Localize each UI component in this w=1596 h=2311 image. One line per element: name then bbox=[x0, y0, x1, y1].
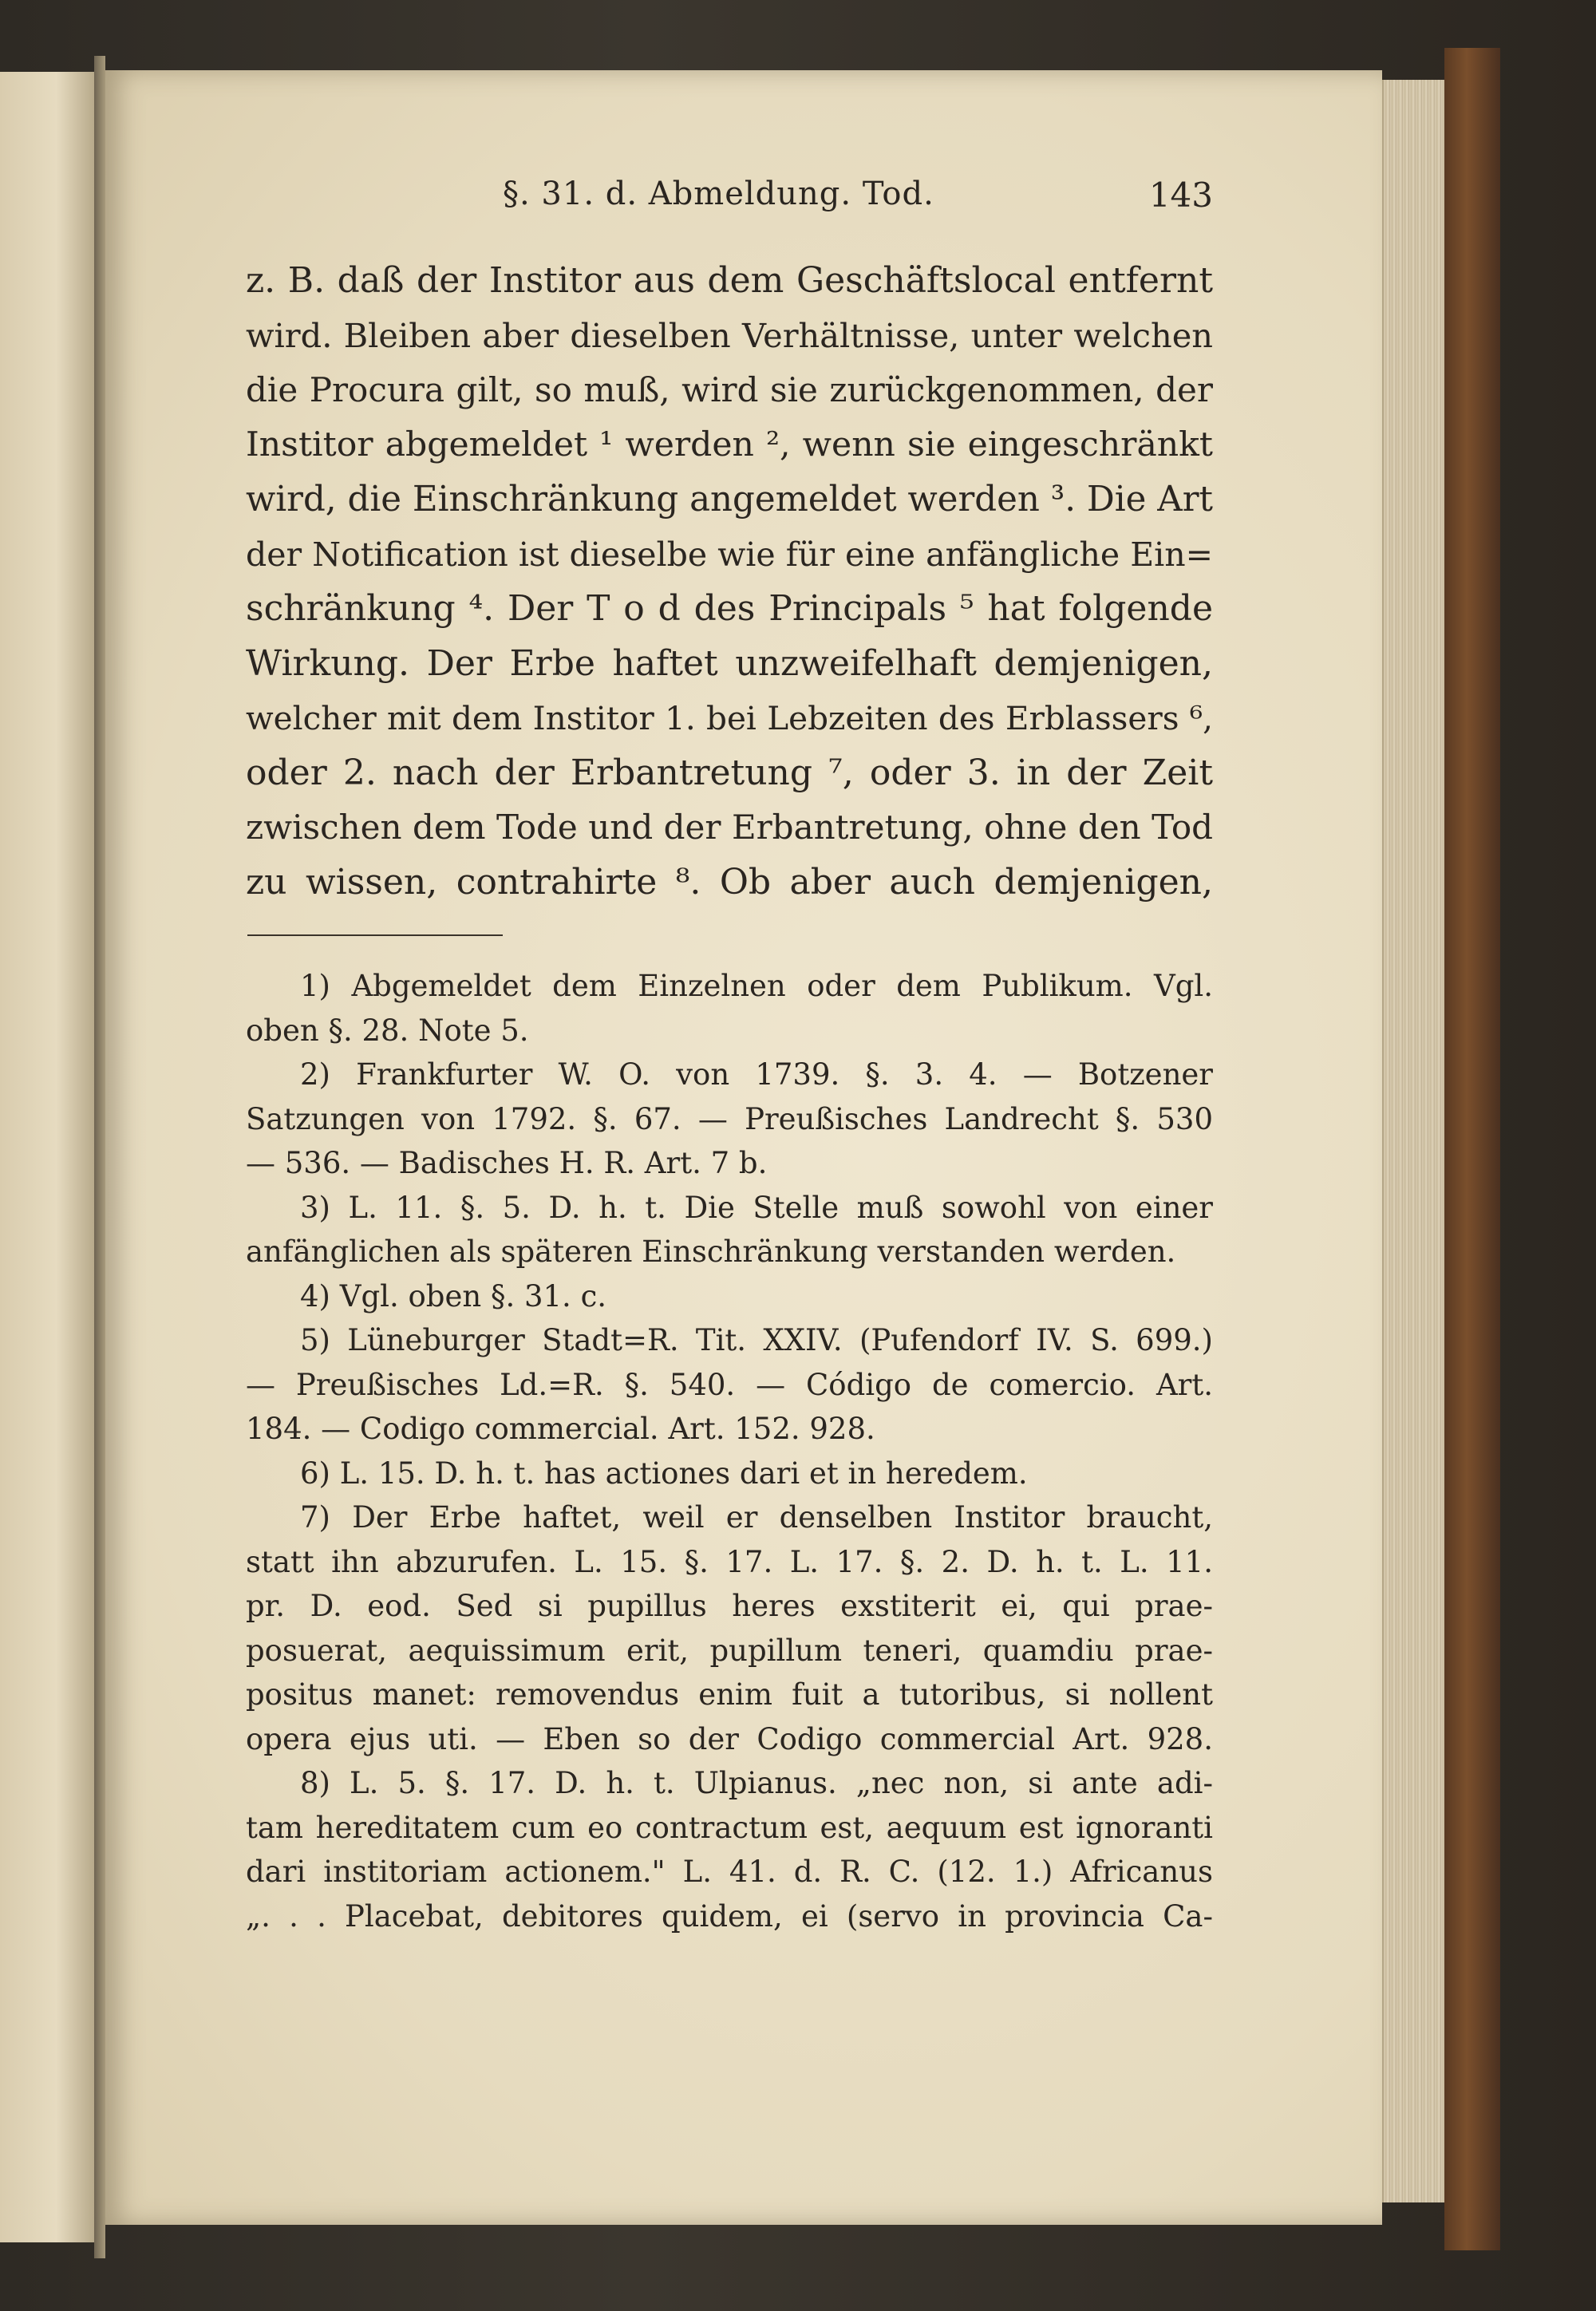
footnote-line: dari institoriam actionem." L. 41. d. R. C. (12. 1.) Africanus bbox=[246, 1855, 1213, 1889]
footnote-line: 6) L. 15. D. h. t. has actiones dari et in heredem. bbox=[300, 1456, 1028, 1491]
footnote-line: opera ejus uti. — Eben so der Codigo commercial Art. 928. bbox=[246, 1721, 1213, 1756]
text-line: der Notification ist dieselbe wie für eine anfängliche Ein= bbox=[246, 535, 1213, 574]
text-line: zu wissen, contrahirte ⁸. Ob aber auch demjenigen, bbox=[246, 861, 1213, 903]
running-title: §. 31. d. Abmeldung. Tod. bbox=[503, 176, 934, 212]
footnote-line: tam hereditatem cum eo contractum est, aequum est ignoranti bbox=[246, 1810, 1213, 1845]
footnotes bbox=[246, 964, 1213, 1938]
footnote-line: anfänglichen als späteren Einschränkung verstanden werden. bbox=[246, 1235, 1176, 1269]
text-line: welcher mit dem Institor 1. bei Lebzeiten des Erblassers ⁶, bbox=[246, 699, 1213, 737]
page-fore-edge bbox=[1382, 80, 1446, 2202]
footnote-line: oben §. 28. Note 5. bbox=[246, 1013, 529, 1048]
text-line: die Procura gilt, so muß, wird sie zurückgenommen, der bbox=[246, 370, 1213, 409]
footnote-line: — Preußisches Ld.=R. §. 540. — Código de comercio. Art. bbox=[246, 1367, 1213, 1402]
text-line: oder 2. nach der Erbantretung ⁷, oder 3. in der Zeit bbox=[246, 752, 1213, 793]
text-line: zwischen dem Tode und der Erbantretung, ohne den Tod bbox=[246, 808, 1213, 847]
book-cover-edge bbox=[1444, 48, 1500, 2250]
main-text bbox=[246, 254, 1213, 910]
footnote-line: 7) Der Erbe haftet, weil er denselben Institor braucht, bbox=[300, 1500, 1213, 1535]
text-line: schränkung ⁴. Der T o d des Principals ⁵ hat folgende bbox=[246, 588, 1213, 629]
footnote-line: „. . . Placebat, debitores quidem, ei (servo in provincia Ca- bbox=[246, 1898, 1213, 1934]
book-gutter bbox=[94, 56, 105, 2258]
footnote-line: 184. — Codigo commercial. Art. 152. 928. bbox=[246, 1412, 875, 1446]
footnote-line: 8) L. 5. §. 17. D. h. t. Ulpianus. „nec non, si ante adi- bbox=[300, 1766, 1213, 1800]
footnote-line: 5) Lüneburger Stadt=R. Tit. XXIV. (Pufendorf IV. S. 699.) bbox=[300, 1323, 1213, 1357]
footnote-line: 1) Abgemeldet dem Einzelnen oder dem Publikum. Vgl. bbox=[300, 969, 1213, 1003]
text-line: z. B. daß der Institor aus dem Geschäftslocal entfernt bbox=[246, 260, 1213, 301]
footnote-line: pr. D. eod. Sed si pupillus heres exstiterit ei, qui prae- bbox=[246, 1589, 1213, 1623]
text-line: Institor abgemeldet ¹ werden ², wenn sie eingeschränkt bbox=[246, 425, 1213, 464]
footnote-separator bbox=[247, 934, 503, 936]
footnote-line: — 536. — Badisches H. R. Art. 7 b. bbox=[246, 1146, 768, 1180]
footnote-line: posuerat, aequissimum erit, pupillum teneri, quamdiu prae- bbox=[246, 1633, 1213, 1668]
footnote-line: positus manet: removendus enim fuit a tutoribus, si nollent bbox=[246, 1677, 1213, 1712]
page-number: 143 bbox=[1148, 176, 1213, 215]
text-line: wird, die Einschränkung angemeldet werden ³. Die Art bbox=[246, 480, 1213, 519]
text-line: wird. Bleiben aber dieselben Verhältnisse, unter welchen bbox=[246, 315, 1213, 355]
footnote-line: 4) Vgl. oben §. 31. c. bbox=[300, 1278, 607, 1314]
footnote-line: 2) Frankfurter W. O. von 1739. §. 3. 4. — Botzener bbox=[300, 1057, 1213, 1092]
footnote-line: 3) L. 11. §. 5. D. h. t. Die Stelle muß sowohl von einer bbox=[300, 1190, 1213, 1225]
facing-page-edge bbox=[0, 72, 96, 2242]
footnote-line: statt ihn abzurufen. L. 15. §. 17. L. 17. §. 2. D. h. t. L. 11. bbox=[246, 1544, 1213, 1579]
text-line: Wirkung. Der Erbe haftet unzweifelhaft demjenigen, bbox=[246, 642, 1213, 684]
footnote-line: Satzungen von 1792. §. 67. — Preußisches Landrecht §. 530 bbox=[246, 1101, 1213, 1136]
page-header bbox=[239, 176, 1213, 223]
